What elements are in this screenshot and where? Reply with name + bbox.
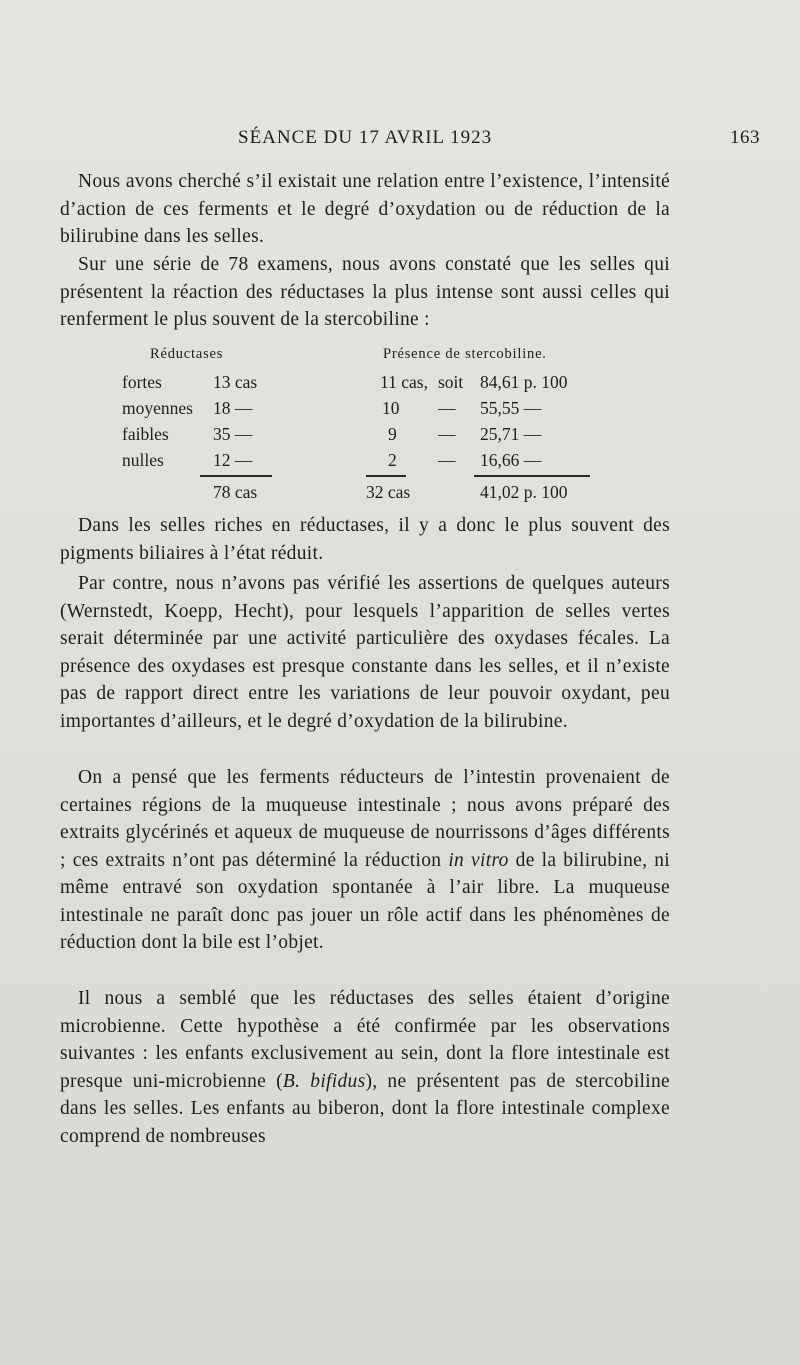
total-count: 78 cas [213,482,258,502]
row-soit-fortes: soit [438,372,464,392]
row-dash-nulles: — [438,450,456,470]
row-present-fortes: 11 cas, [380,372,428,392]
row-dash-moyennes: — [438,398,456,418]
total-present: 32 cas [366,482,411,502]
results-table [0,0,800,520]
table-header-stercobiline: Présence de stercobiline. [383,346,547,362]
row-percent-faibles: 25,71 — [480,424,542,444]
row-count-moyennes: 18 — [213,398,253,418]
total-percent: 41,02 p. 100 [480,482,568,502]
row-label-fortes: fortes [122,372,162,392]
total-rule-count [200,475,272,477]
running-title: SÉANCE DU 17 AVRIL 1923 [238,127,493,148]
paragraph-6 [60,985,670,1150]
page-number: 163 [730,127,760,148]
total-rule-percent [474,475,590,477]
row-percent-nulles: 16,66 — [480,450,542,470]
row-label-moyennes: moyennes [122,398,193,418]
paragraph-5-part-a: On a pensé que les ferments réducteurs de l’intestin provenaient de certaines régions de la muqueuse intestinale ; nous avons préparé des extraits glycérinés et aqueux de muqueuse de nourrissons d’âges différents ; ces extraits n’ont pas déterminé la réduction [60,767,670,871]
paragraph-1: Nous avons cherché s’il existait une relation entre l’existence, l’intensité d’action de ces ferments et le degré d’oxydation ou de réduction de la bilirubine dans les selles. [60,171,670,247]
paragraph-3: Dans les selles riches en réductases, il y a donc le plus souvent des pigments biliaires à l’état réduit. [60,515,670,564]
paragraph-5-italic: in vitro [448,849,509,871]
row-percent-moyennes: 55,55 — [480,398,542,418]
paragraph-5 [60,764,670,957]
total-rule-present [366,475,406,477]
row-label-faibles: faibles [122,424,169,444]
row-present-nulles: 2 [388,450,397,470]
row-label-nulles: nulles [122,450,164,470]
paragraph-6-part-a: Il nous a semblé que les réductases des selles étaient d’origine microbienne. Cette hypothèse a été confirmée par les observations suivantes : les enfants exclusivement au sein, dont la flore intestinale est presque uni-microbienne ( [60,988,670,1092]
row-count-nulles: 12 — [213,450,253,470]
paragraph-6-part-b: ), ne présentent pas de stercobiline dans les selles. Les enfants au biberon, dont la flore intestinale complexe comprend de nombreuses [60,1070,670,1147]
row-count-faibles: 35 — [213,424,253,444]
row-percent-fortes: 84,61 p. 100 [480,372,568,392]
paragraph-6-italic: B. bifidus [282,1070,366,1092]
paragraph-4: Par contre, nous n’avons pas vérifié les assertions de quelques auteurs (Wernstedt, Koepp, Hecht), pour lesquels l’apparition de selles vertes serait déterminée par une activité particulière des oxydases fécales. La présence des oxydases est presque constante dans les selles, et il n’existe pas de rapport direct entre les variations de leur pouvoir oxydant, peu importantes d’ailleurs, et le degré d’oxydation de la bilirubine. [60,573,670,732]
row-count-fortes: 13 cas [213,372,258,392]
row-present-faibles: 9 [388,424,397,444]
paragraph-2: Sur une série de 78 examens, nous avons constaté que les selles qui présentent la réaction des réductases la plus intense sont aussi celles qui renferment le plus souvent de la stercobiline : [60,254,670,330]
paragraph-5-part-b: de la bilirubine, ni même entravé son oxydation spontanée à l’air libre. La muqueuse intestinale ne paraît donc pas jouer un rôle actif dans les phénomènes de réduction dont la bile est l’objet. [60,849,670,953]
table-header-reductases: Réductases [150,346,224,362]
row-dash-faibles: — [438,424,456,444]
row-present-moyennes: 10 [382,398,400,418]
